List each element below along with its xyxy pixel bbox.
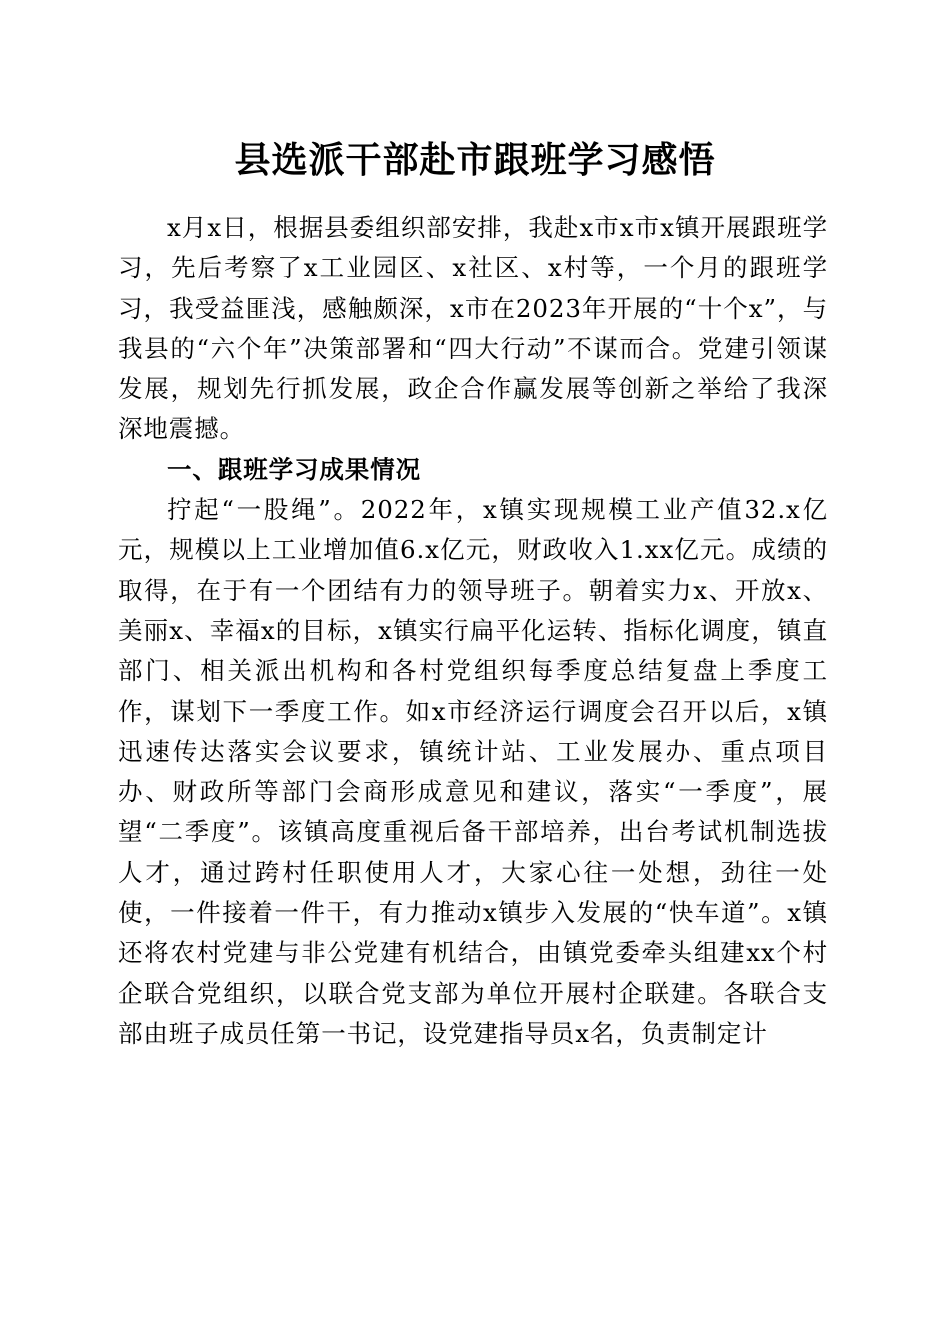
- document-title: 县选派干部赴市跟班学习感悟: [234, 139, 716, 181]
- document-body: [118, 208, 828, 1054]
- intro-paragraph: x月x日，根据县委组织部安排，我赴x市x市x镇开展跟班学习，先后考察了x工业园区、x社区、x村等，一个月的跟班学习，我受益匪浅，感触颇深，x市在2023年开展的“十个x”，与我县的“六个年”决策部署和“四大行动”不谋而合。党建引领谋发展，规划先行抓发展，政企合作赢发展等创新之举给了我深深地震撼。: [118, 213, 828, 444]
- section-heading: 一、跟班学习成果情况: [167, 454, 421, 484]
- section-paragraph: 拧起“一股绳”。2022年，x镇实现规模工业产值32.x亿元，规模以上工业增加值6.x亿元，财政收入1.xx亿元。成绩的取得，在于有一个团结有力的领导班子。朝着实力x、开放x、美丽x、幸福x的目标，x镇实行扁平化运转、指标化调度，镇直部门、相关派出机构和各村党组织每季度总结复盘上季度工作，谋划下一季度工作。如x市经济运行调度会召开以后，x镇迅速传达落实会议要求，镇统计站、工业发展办、重点项目办、财政所等部门会商形成意见和建议，落实“一季度”，展望“二季度”。该镇高度重视后备干部培养，出台考试机制选拔人才，通过跨村任职使用人才，大家心往一处想，劲往一处使，一件接着一件干，有力推动x镇步入发展的“快车道”。x镇还将农村党建与非公党建有机结合，由镇党委牵头组建xx个村企联合党组织，以联合党支部为单位开展村企联建。各联合支部由班子成员任第一书记，设党建指导员x名，负责制定计: [118, 495, 828, 1048]
